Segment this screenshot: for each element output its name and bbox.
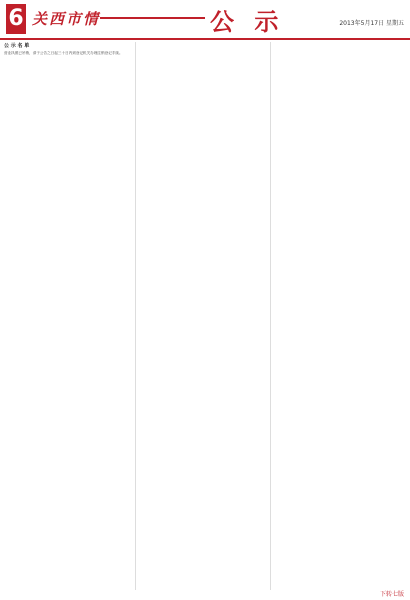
page-header <box>0 0 410 40</box>
column-3 <box>275 42 406 590</box>
notice-row: 营业执照已吊销，请于公告之日起三十日内到登记机关办理注销登记手续。 <box>4 51 123 55</box>
page-number: 6 <box>6 4 26 34</box>
notice-columns <box>4 42 406 590</box>
column-title: 公 示 名 单 <box>4 43 30 49</box>
masthead-title: 关西市情 <box>32 10 101 28</box>
column-2 <box>140 42 272 590</box>
notice-rows <box>4 51 133 55</box>
issue-date: 2013年5月17日 星期五 <box>339 20 404 27</box>
section-title: 公 示 <box>210 7 285 36</box>
column-1 <box>4 42 136 590</box>
continued-note: 下转七版 <box>379 591 404 598</box>
masthead-rule <box>100 17 205 19</box>
